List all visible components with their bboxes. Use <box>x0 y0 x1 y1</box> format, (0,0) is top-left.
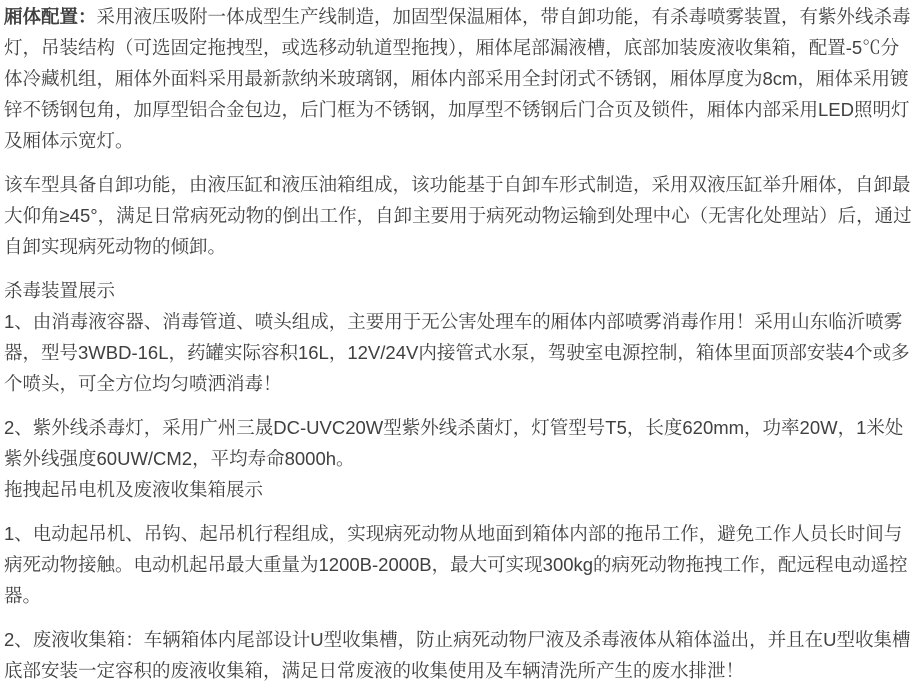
paragraph-hoist-item-1: 1、电动起吊机、吊钩、起吊机行程组成，实现病死动物从地面到箱体内部的拖吊工作，避免工作人员长时间与病死动物接触。电动机起吊最大重量为1200B-2000B，最大可实现300kg的病死动物拖拽工作，配远程电动遥控器。 <box>4 523 908 606</box>
paragraph-hoist-item-2: 2、废液收集箱：车辆箱体内尾部设计U型收集槽，防止病死动物尸液及杀毒液体从箱体溢出，并且在U型收集槽底部安装一定容积的废液收集箱，满足日常废液的收集使用及车辆清洗所产生的废水排泄！ <box>4 629 911 681</box>
box-config-text: 采用液压吸附一体成型生产线制造，加固型保温厢体，带自卸功能，有杀毒喷雾装置，有紫外线杀毒灯，吊装结构（可选固定拖拽型，或选移动轨道型拖拽），厢体尾部漏液槽，底部加装废液收集箱，配置-5℃分体冷藏机组，厢体外面料采用最新款纳米玻璃钢，厢体内部采用全封闭式不锈钢，厢体厚度为8cm，厢体采用镀锌不锈钢包角，加厚型铝合金包边，后门框为不锈钢，加厚型不锈钢后门合页及锁件，厢体内部采用LED照明灯及厢体示宽灯。 <box>4 6 911 151</box>
hoist-section-heading: 拖拽起吊电机及废液收集箱展示 <box>4 479 264 500</box>
disinfection-section-heading: 杀毒装置展示 <box>4 280 116 301</box>
paragraph-self-dump: 该车型具备自卸功能，由液压缸和液压油箱组成，该功能基于自卸车形式制造，采用双液压缸举升厢体，自卸最大仰角≥45°，满足日常病死动物的倒出工作，自卸主要用于病死动物运输到处理中心（无害化处理站）后，通过自卸实现病死动物的倾卸。 <box>4 174 912 257</box>
disinfection-item-2: 2、紫外线杀毒灯，采用广州三晟DC-UVC20W型紫外线杀菌灯，灯管型号T5，长度620mm，功率20W，1米处紫外线强度60UW/CM2，平均寿命8000h。 <box>4 417 904 469</box>
paragraph-box-config <box>4 1 913 156</box>
disinfection-item-1: 1、由消毒液容器、消毒管道、喷头组成，主要用于无公害处理车的厢体内部喷雾消毒作用！采用山东临沂喷雾器，型号3WBD-16L，药罐实际容积16L，12V/24V内接管式水泵，驾驶室电源控制，箱体里面顶部安装4个或多个喷头，可全方位均匀喷洒消毒！ <box>4 311 910 394</box>
box-config-title: 厢体配置： <box>4 6 97 27</box>
paragraph-uv-lamp-and-hoist-heading <box>4 412 913 505</box>
paragraph-disinfection-display <box>4 275 913 399</box>
